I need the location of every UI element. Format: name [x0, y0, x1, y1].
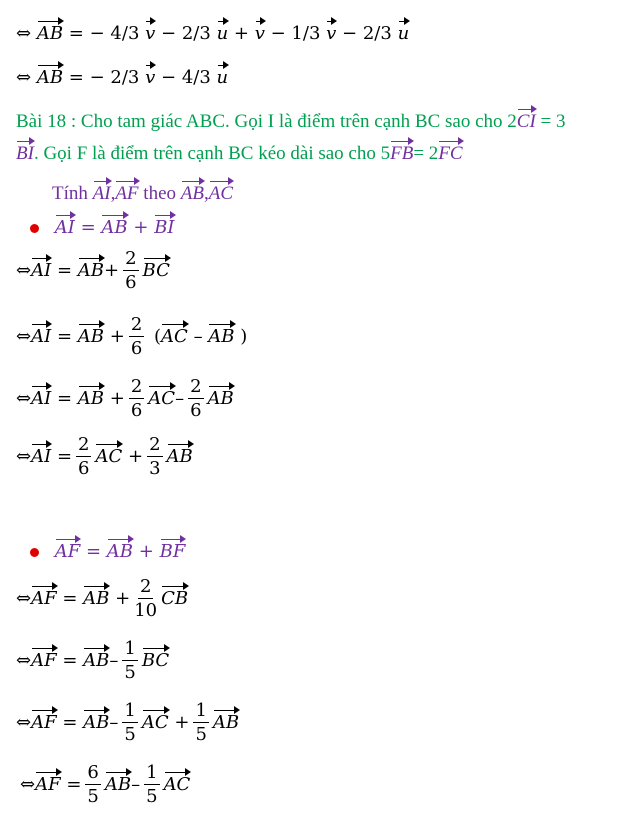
denominator: 5 — [124, 724, 136, 745]
vector-ac: AC — [209, 180, 233, 205]
equation-line-1 — [16, 20, 409, 44]
numerator: 2 — [130, 314, 143, 335]
vector-af: AF — [31, 647, 57, 671]
vector-af: AF — [31, 585, 57, 609]
equivalence-symbol: ⇔ — [16, 588, 32, 609]
ai-step-2 — [16, 316, 247, 358]
plus-sign: + — [174, 712, 190, 733]
equals-sign: = — [56, 446, 73, 467]
numerator: 2 — [139, 576, 152, 597]
vector-ab: AB — [181, 180, 204, 205]
fraction — [76, 436, 91, 478]
fraction — [129, 316, 144, 358]
problem-text: = 3 — [535, 111, 566, 132]
denominator: 6 — [190, 400, 202, 421]
denominator: 5 — [124, 662, 136, 683]
coefficient: − 4/3 — [89, 23, 140, 44]
vector-v: v — [326, 20, 336, 44]
vector-ai: AI — [31, 323, 51, 347]
task-statement — [52, 180, 233, 205]
bullet-dot — [30, 548, 39, 557]
coefficient: = − 2/3 — [68, 67, 140, 88]
equivalence-symbol: ⇔ — [16, 712, 32, 733]
vector-v: v — [255, 20, 265, 44]
vector-ac: AC — [95, 443, 122, 467]
fraction — [123, 250, 138, 292]
coefficient: − 2/3 — [161, 23, 211, 44]
vector-bf: BF — [160, 538, 186, 562]
numerator: 2 — [149, 434, 161, 455]
fraction — [85, 764, 100, 806]
vector-ab: AB — [213, 709, 239, 733]
equals-sign: = — [56, 388, 73, 409]
equals-sign: = — [62, 712, 78, 733]
vector-af: AF — [31, 709, 57, 733]
minus-sign: – — [175, 388, 185, 409]
equals-sign: = — [68, 23, 84, 44]
plus-sign: + — [138, 541, 154, 562]
vector-ai: AI — [31, 385, 51, 409]
numerator: 2 — [190, 376, 202, 397]
vector-ab: AB — [83, 585, 109, 609]
numerator: 1 — [195, 700, 207, 721]
plus-sign: + — [109, 388, 125, 409]
vector-ab: AB — [105, 771, 131, 795]
numerator: 2 — [78, 434, 90, 455]
minus-sign: – — [193, 326, 203, 347]
vector-bi: BI — [16, 140, 34, 165]
equals-sign: = — [56, 326, 73, 347]
equals-sign: = — [80, 217, 96, 238]
equals-sign: = — [85, 541, 102, 562]
minus-sign: – — [131, 774, 141, 795]
fraction — [129, 378, 144, 420]
vector-fc: FC — [438, 140, 462, 165]
left-paren: ( — [154, 326, 162, 347]
af-step-2 — [16, 640, 169, 682]
plus-sign: + — [104, 260, 120, 281]
numerator: 2 — [130, 376, 143, 397]
vector-ai: AI — [31, 257, 51, 281]
af-step-1 — [16, 578, 188, 620]
ai-step-3 — [16, 378, 234, 420]
numerator: 2 — [125, 248, 137, 269]
vector-ab: AB — [78, 323, 104, 347]
plus-sign: + — [133, 217, 149, 238]
equivalence-symbol: ⇔ — [16, 388, 32, 409]
vector-ab: AB — [101, 214, 127, 238]
equivalence-symbol: ⇔ — [16, 650, 32, 671]
ai-step-4 — [16, 436, 193, 478]
comma: , — [110, 183, 116, 204]
vector-ac: AC — [161, 323, 188, 347]
vector-ab: AB — [83, 709, 109, 733]
vector-ab: AB — [37, 20, 63, 44]
vector-bc: BC — [142, 647, 169, 671]
vector-af: AF — [115, 180, 138, 205]
denominator: 5 — [87, 786, 99, 807]
vector-ai: AI — [55, 214, 75, 238]
problem-statement-line-2 — [16, 140, 463, 165]
plus-sign: + — [128, 446, 144, 467]
plus-sign: + — [233, 23, 249, 44]
problem-statement-line-1 — [16, 108, 566, 133]
fraction — [122, 702, 137, 744]
task-text: theo — [138, 183, 181, 204]
equals-sign: = — [62, 650, 78, 671]
denominator: 5 — [195, 724, 207, 745]
bullet-dot — [30, 224, 39, 233]
numerator: 1 — [124, 700, 136, 721]
minus-sign: – — [109, 712, 119, 733]
plus-sign: + — [115, 588, 131, 609]
coefficient: − 2/3 — [342, 23, 392, 44]
vector-u: u — [217, 20, 229, 44]
equals-sign: = — [62, 588, 78, 609]
equivalence-symbol: ⇔ — [16, 23, 32, 44]
problem-text: Bài 18 : Cho tam giác ABC. Gọi I là điểm trên cạnh BC sao cho 2 — [16, 111, 517, 132]
fraction — [144, 764, 159, 806]
vector-v: v — [145, 20, 155, 44]
problem-text: . Gọi F là điểm trên cạnh BC kéo dài sao cho 5 — [33, 143, 391, 164]
equivalence-symbol: ⇔ — [16, 446, 32, 467]
coefficient: − 1/3 — [270, 23, 321, 44]
equivalence-symbol: ⇔ — [16, 67, 32, 88]
right-paren: ) — [240, 326, 248, 347]
bullet-ai — [30, 214, 175, 238]
equivalence-symbol: ⇔ — [16, 326, 32, 347]
fraction — [147, 436, 162, 478]
denominator: 6 — [125, 272, 137, 293]
task-text: Tính — [52, 183, 93, 204]
vector-fb: FB — [390, 140, 413, 165]
vector-ab: AB — [208, 323, 234, 347]
equals-sign: = — [56, 260, 73, 281]
ai-step-1 — [16, 250, 170, 292]
vector-ci: CI — [517, 108, 536, 133]
numerator: 6 — [87, 762, 99, 783]
vector-bc: BC — [143, 257, 170, 281]
vector-ac: AC — [142, 709, 169, 733]
vector-ab: AB — [208, 385, 234, 409]
fraction — [193, 702, 208, 744]
vector-ab: AB — [78, 257, 104, 281]
vector-u: u — [217, 64, 229, 88]
denominator: 6 — [130, 338, 143, 359]
denominator: 10 — [134, 600, 158, 621]
coefficient: − 4/3 — [161, 67, 211, 88]
plus-sign: + — [109, 326, 125, 347]
comma: , — [203, 183, 209, 204]
numerator: 1 — [146, 762, 158, 783]
numerator: 1 — [124, 638, 136, 659]
equivalence-symbol: ⇔ — [20, 774, 36, 795]
denominator: 6 — [78, 458, 90, 479]
problem-text: = 2 — [413, 143, 439, 164]
vector-ab: AB — [83, 647, 109, 671]
equivalence-symbol: ⇔ — [16, 260, 32, 281]
vector-ab: AB — [37, 64, 63, 88]
vector-af: AF — [35, 771, 61, 795]
af-step-4 — [20, 764, 190, 806]
vector-ai: AI — [31, 443, 51, 467]
vector-af: AF — [55, 538, 81, 562]
vector-bi: BI — [154, 214, 174, 238]
vector-ab: AB — [78, 385, 104, 409]
vector-v: v — [145, 64, 155, 88]
vector-ac: AC — [164, 771, 191, 795]
bullet-af — [30, 538, 185, 562]
vector-cb: CB — [161, 585, 188, 609]
equation-line-2 — [16, 64, 228, 88]
denominator: 5 — [146, 786, 158, 807]
vector-ab: AB — [107, 538, 133, 562]
af-step-3 — [16, 702, 239, 744]
vector-u: u — [398, 20, 410, 44]
vector-ab: AB — [167, 443, 193, 467]
denominator: 6 — [130, 400, 143, 421]
fraction — [134, 578, 157, 620]
denominator: 3 — [149, 458, 161, 479]
fraction — [122, 640, 137, 682]
equals-sign: = — [66, 774, 82, 795]
vector-ai: AI — [93, 180, 111, 205]
vector-ac: AC — [148, 385, 175, 409]
fraction — [188, 378, 203, 420]
minus-sign: – — [109, 650, 119, 671]
